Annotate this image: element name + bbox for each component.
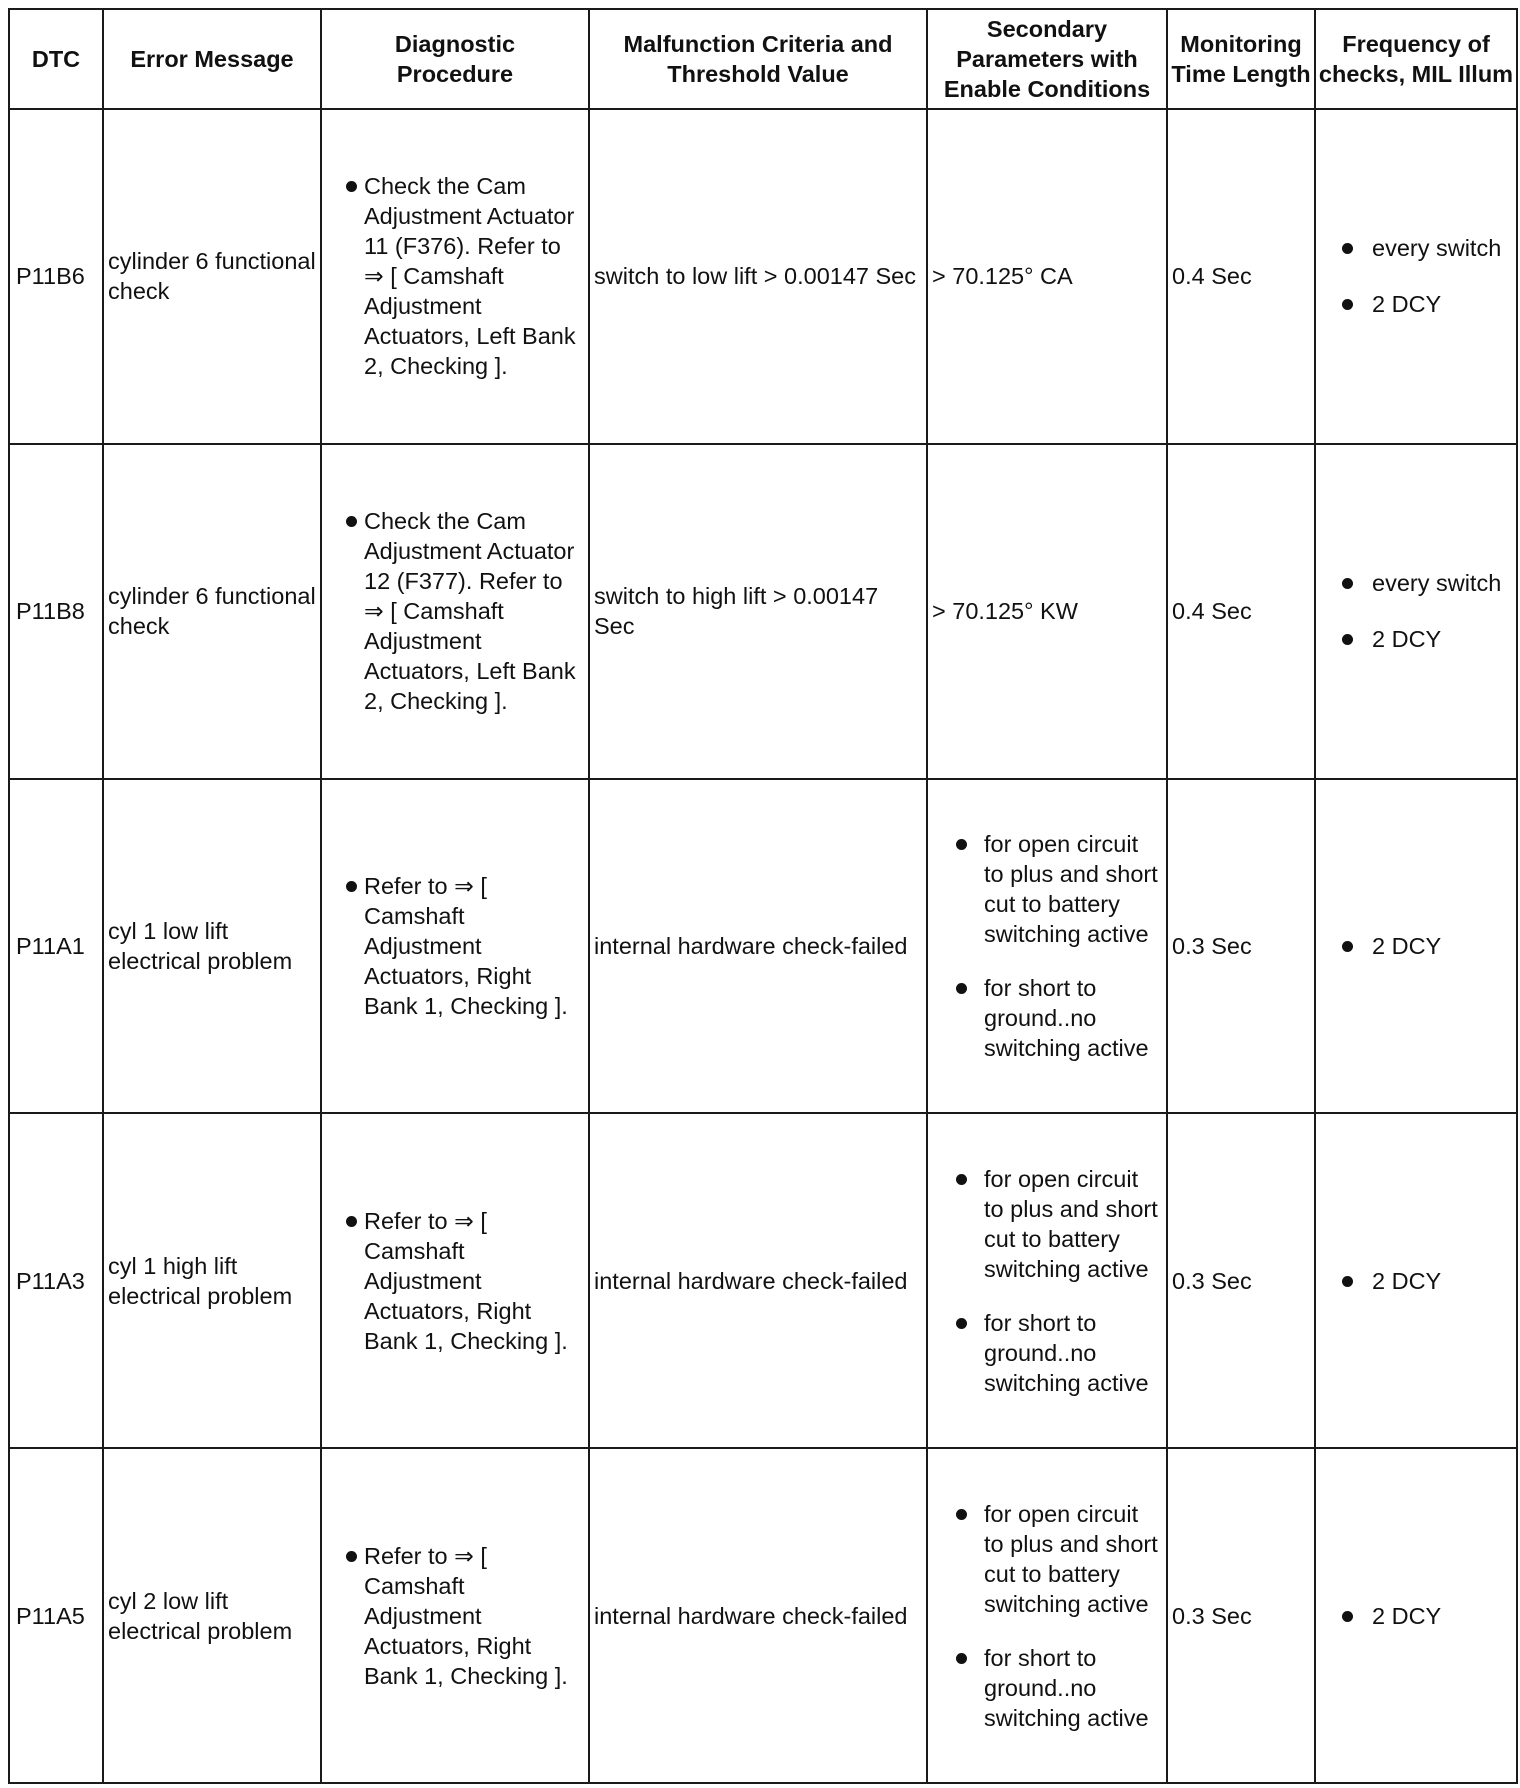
secondary-item: for open circuit to plus and short cut to battery switching active bbox=[932, 1164, 1162, 1284]
secondary-item: for short to ground..no switching active bbox=[932, 973, 1162, 1063]
header-malfunction-criteria: Malfunction Criteria and Threshold Value bbox=[589, 9, 927, 109]
procedure-item: Check the Cam Adjustment Actuator 12 (F377). Refer to ⇒ [ Camshaft Adjustment Actuators, Left Bank 2, Checking ]. bbox=[326, 506, 584, 716]
secondary-parameters bbox=[927, 1113, 1167, 1448]
dtc-code: P11B8 bbox=[9, 444, 103, 779]
frequency-checks bbox=[1315, 109, 1517, 444]
frequency-checks bbox=[1315, 444, 1517, 779]
table-row bbox=[9, 779, 1517, 1114]
diagnostic-procedure bbox=[321, 444, 589, 779]
diagnostic-procedure-list bbox=[326, 171, 584, 381]
secondary-parameters-list bbox=[932, 1164, 1162, 1398]
monitoring-time: 0.3 Sec bbox=[1167, 779, 1315, 1114]
header-error-message: Error Message bbox=[103, 9, 321, 109]
frequency-checks bbox=[1315, 1113, 1517, 1448]
frequency-item: 2 DCY bbox=[1320, 1266, 1512, 1296]
header-dtc: DTC bbox=[9, 9, 103, 109]
table-row bbox=[9, 1113, 1517, 1448]
frequency-checks-list bbox=[1320, 233, 1512, 319]
monitoring-time: 0.4 Sec bbox=[1167, 444, 1315, 779]
dtc-code: P11B6 bbox=[9, 109, 103, 444]
diagnostic-procedure bbox=[321, 109, 589, 444]
dtc-code: P11A1 bbox=[9, 779, 103, 1114]
frequency-item: 2 DCY bbox=[1320, 1601, 1512, 1631]
monitoring-time: 0.3 Sec bbox=[1167, 1448, 1315, 1783]
procedure-item: Refer to ⇒ [ Camshaft Adjustment Actuators, Right Bank 1, Checking ]. bbox=[326, 871, 584, 1021]
malfunction-criteria: internal hardware check-failed bbox=[589, 1448, 927, 1783]
frequency-item: every switch bbox=[1320, 568, 1512, 598]
frequency-item: 2 DCY bbox=[1320, 624, 1512, 654]
error-message: cyl 1 high lift electrical problem bbox=[103, 1113, 321, 1448]
diagnostic-procedure-list bbox=[326, 1541, 584, 1691]
dtc-code: P11A5 bbox=[9, 1448, 103, 1783]
diagnostic-procedure bbox=[321, 779, 589, 1114]
secondary-parameters: > 70.125° CA bbox=[927, 109, 1167, 444]
secondary-parameters: > 70.125° KW bbox=[927, 444, 1167, 779]
frequency-checks-list bbox=[1320, 1601, 1512, 1631]
malfunction-criteria: internal hardware check-failed bbox=[589, 779, 927, 1114]
secondary-item: for short to ground..no switching active bbox=[932, 1308, 1162, 1398]
error-message: cyl 1 low lift electrical problem bbox=[103, 779, 321, 1114]
diagnostic-procedure-list bbox=[326, 871, 584, 1021]
error-message: cylinder 6 functional check bbox=[103, 109, 321, 444]
diagnostic-procedure bbox=[321, 1113, 589, 1448]
header-diagnostic-procedure: Diagnostic Procedure bbox=[321, 9, 589, 109]
diagnostic-procedure bbox=[321, 1448, 589, 1783]
frequency-item: every switch bbox=[1320, 233, 1512, 263]
secondary-item: for open circuit to plus and short cut to battery switching active bbox=[932, 1499, 1162, 1619]
procedure-item: Check the Cam Adjustment Actuator 11 (F376). Refer to ⇒ [ Camshaft Adjustment Actuators, Left Bank 2, Checking ]. bbox=[326, 171, 584, 381]
table-row bbox=[9, 444, 1517, 779]
frequency-checks-list bbox=[1320, 568, 1512, 654]
frequency-item: 2 DCY bbox=[1320, 289, 1512, 319]
secondary-item: for open circuit to plus and short cut to battery switching active bbox=[932, 829, 1162, 949]
table-row bbox=[9, 109, 1517, 444]
diagnostic-procedure-list bbox=[326, 506, 584, 716]
dtc-code: P11A3 bbox=[9, 1113, 103, 1448]
malfunction-criteria: internal hardware check-failed bbox=[589, 1113, 927, 1448]
frequency-checks bbox=[1315, 1448, 1517, 1783]
header-secondary-parameters: Secondary Parameters with Enable Conditions bbox=[927, 9, 1167, 109]
secondary-item: for short to ground..no switching active bbox=[932, 1643, 1162, 1733]
table-body bbox=[9, 109, 1517, 1783]
header-row bbox=[9, 9, 1517, 109]
malfunction-criteria: switch to high lift > 0.00147 Sec bbox=[589, 444, 927, 779]
secondary-parameters bbox=[927, 779, 1167, 1114]
secondary-parameters-list bbox=[932, 1499, 1162, 1733]
header-monitoring-time: Monitoring Time Length bbox=[1167, 9, 1315, 109]
monitoring-time: 0.3 Sec bbox=[1167, 1113, 1315, 1448]
error-message: cylinder 6 functional check bbox=[103, 444, 321, 779]
header-frequency: Frequency of checks, MIL Illum bbox=[1315, 9, 1517, 109]
secondary-parameters bbox=[927, 1448, 1167, 1783]
diagnostic-procedure-list bbox=[326, 1206, 584, 1356]
procedure-item: Refer to ⇒ [ Camshaft Adjustment Actuators, Right Bank 1, Checking ]. bbox=[326, 1206, 584, 1356]
malfunction-criteria: switch to low lift > 0.00147 Sec bbox=[589, 109, 927, 444]
secondary-parameters-list bbox=[932, 829, 1162, 1063]
frequency-item: 2 DCY bbox=[1320, 931, 1512, 961]
monitoring-time: 0.4 Sec bbox=[1167, 109, 1315, 444]
dtc-table bbox=[8, 8, 1518, 1784]
frequency-checks-list bbox=[1320, 931, 1512, 961]
frequency-checks-list bbox=[1320, 1266, 1512, 1296]
procedure-item: Refer to ⇒ [ Camshaft Adjustment Actuators, Right Bank 1, Checking ]. bbox=[326, 1541, 584, 1691]
table-row bbox=[9, 1448, 1517, 1783]
error-message: cyl 2 low lift electrical problem bbox=[103, 1448, 321, 1783]
frequency-checks bbox=[1315, 779, 1517, 1114]
